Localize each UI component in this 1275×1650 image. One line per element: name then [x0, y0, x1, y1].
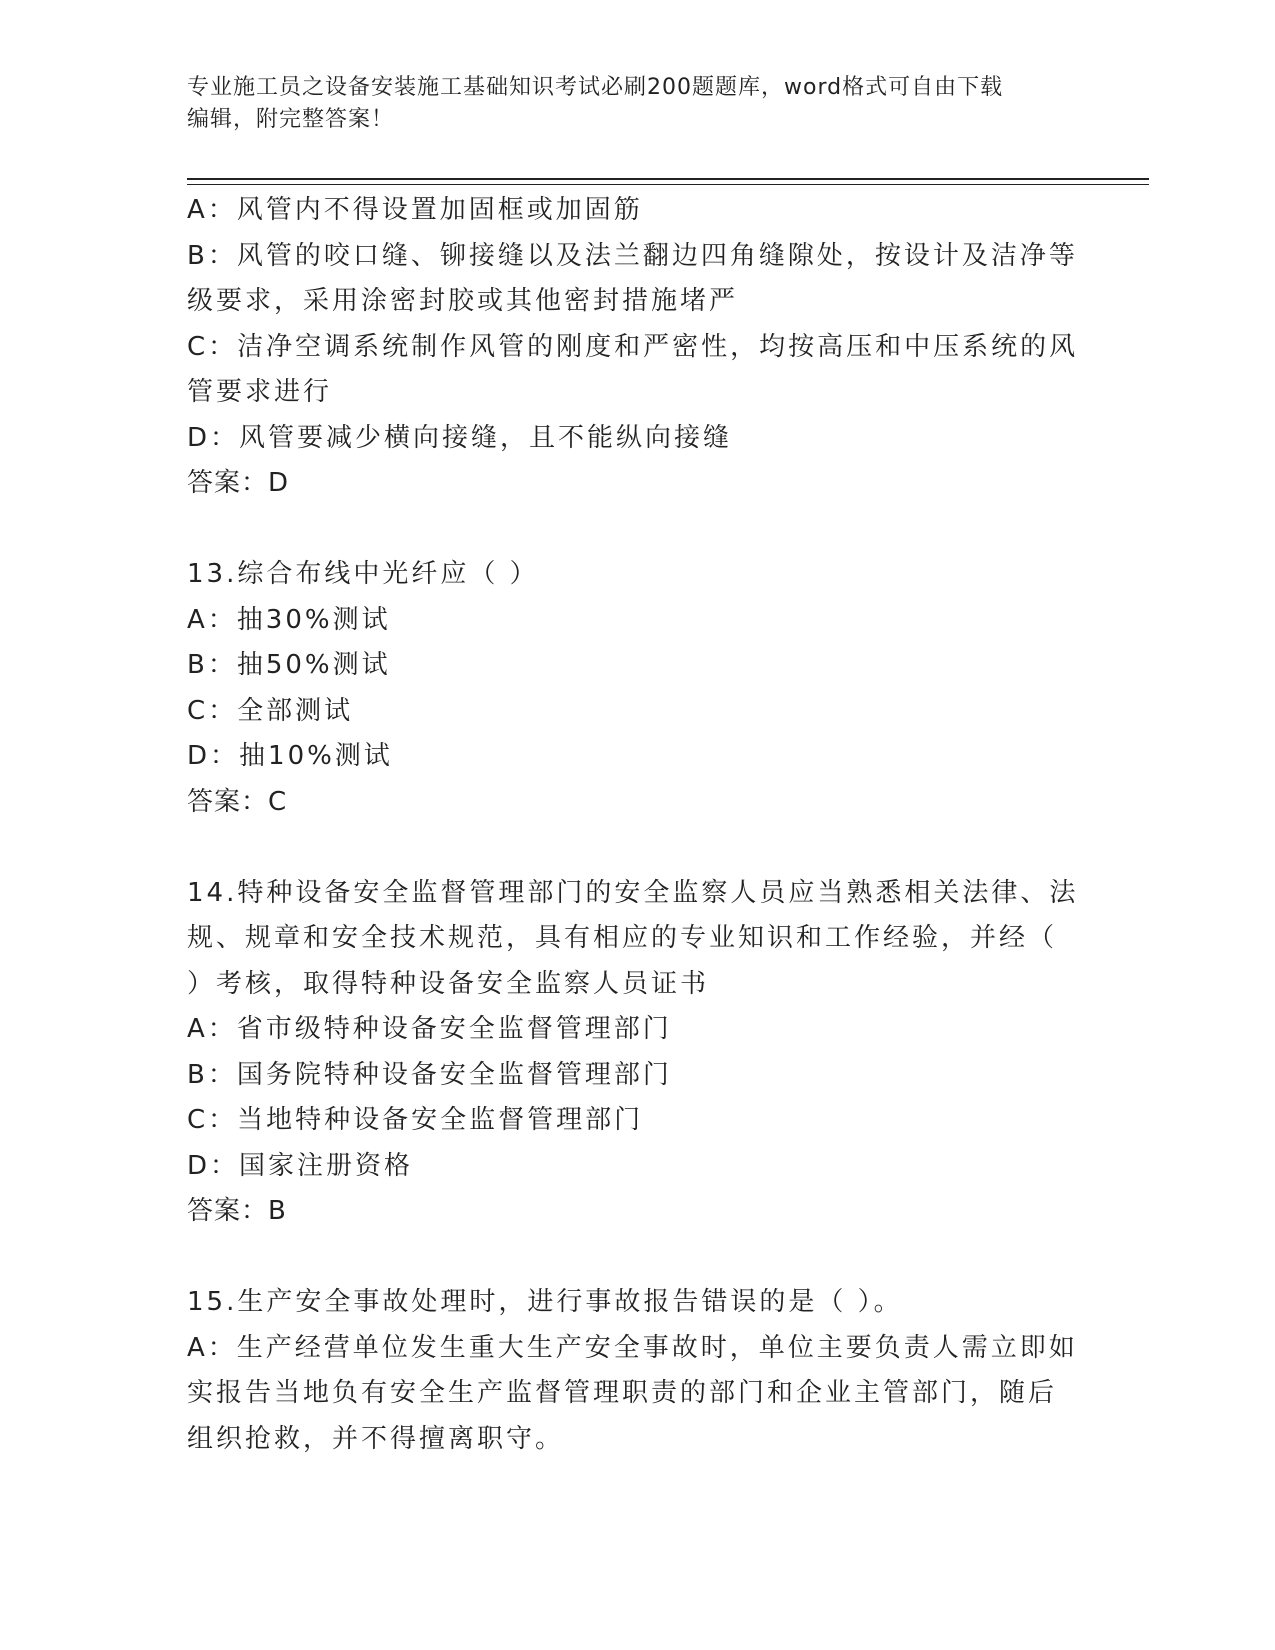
- q14-option-b: B：国务院特种设备安全监督管理部门: [187, 1059, 672, 1090]
- q14-stem-line-2: 规、规章和安全技术规范，具有相应的专业知识和工作经验，并经（: [187, 923, 1058, 953]
- q13-option-b: B：抽50%测试: [187, 650, 391, 680]
- q15-option-a-line-2: 实报告当地负有安全生产监督管理职责的部门和企业主管部门，随后: [187, 1378, 1058, 1408]
- q14-option-a: A：省市级特种设备安全监督管理部门: [187, 1014, 672, 1044]
- q13-option-c: C：全部测试: [187, 695, 354, 726]
- question-14: [187, 871, 1077, 1235]
- q15-stem: 15.生产安全事故处理时，进行事故报告错误的是（ ）。: [187, 1287, 903, 1317]
- question-content: [187, 188, 1077, 1462]
- q12-answer: 答案：D: [187, 468, 290, 498]
- q14-option-c: C：当地特种设备安全监督管理部门: [187, 1105, 644, 1135]
- spacer: [187, 1235, 1077, 1281]
- header-divider-thick: [187, 178, 1149, 180]
- q13-answer: 答案：C: [187, 786, 288, 817]
- question-12: [187, 188, 1077, 507]
- q15-option-a-line-1: A：生产经营单位发生重大生产安全事故时，单位主要负责人需立即如: [187, 1332, 1078, 1363]
- q13-option-a: A：抽30%测试: [187, 604, 391, 635]
- q12-option-c-line-1: C：洁净空调系统制作风管的刚度和严密性，均按高压和中压系统的风: [187, 331, 1079, 362]
- question-15: [187, 1280, 1077, 1462]
- header-divider-thin: [187, 184, 1149, 185]
- spacer: [187, 507, 1077, 553]
- q14-stem-line-1: 14.特种设备安全监督管理部门的安全监察人员应当熟悉相关法律、法: [187, 877, 1079, 908]
- q14-option-d: D：国家注册资格: [187, 1150, 414, 1181]
- document-header: [187, 72, 1067, 136]
- question-13: [187, 552, 1077, 825]
- q14-answer: 答案：B: [187, 1196, 287, 1226]
- q13-option-d: D：抽10%测试: [187, 741, 393, 771]
- q13-stem: 13.综合布线中光纤应（ ）: [187, 559, 539, 589]
- header-title-line-2: 编辑，附完整答案！: [187, 107, 395, 132]
- q14-stem-line-3: ）考核，取得特种设备安全监察人员证书: [187, 968, 710, 999]
- q12-option-d: D：风管要减少横向接缝，且不能纵向接缝: [187, 422, 733, 453]
- q12-option-a: A：风管内不得设置加固框或加固筋: [187, 195, 643, 225]
- header-title-line-1: 专业施工员之设备安装施工基础知识考试必刷200题题库，word格式可自由下载: [187, 75, 1004, 100]
- q12-option-b-line-2: 级要求，采用涂密封胶或其他密封措施堵严: [187, 286, 739, 316]
- spacer: [187, 825, 1077, 871]
- q12-option-c-line-2: 管要求进行: [187, 377, 333, 407]
- q12-option-b-line-1: B：风管的咬口缝、铆接缝以及法兰翻边四角缝隙处，按设计及洁净等: [187, 240, 1078, 271]
- q15-option-a-line-3: 组织抢救，并不得擅离职守。: [187, 1423, 565, 1454]
